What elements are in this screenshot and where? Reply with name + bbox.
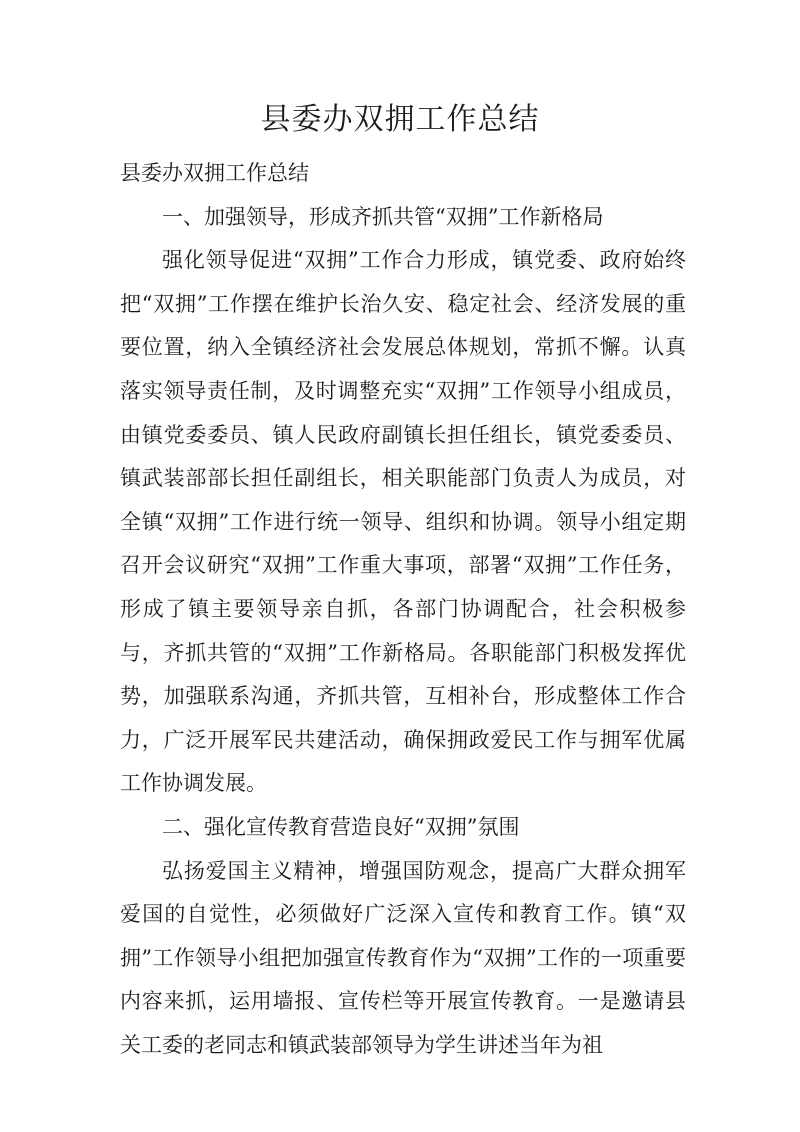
document-title: 县委办双拥工作总结: [260, 102, 540, 137]
paragraph-2: 弘扬爱国主义精神，增强国防观念，提高广大群众拥军爱国的自觉性，必须做好广泛深入宣传和教育工作。镇“双拥”工作领导小组把加强宣传教育作为“双拥”工作的一项重要内容来抓，运用墙报、宣传栏等开展宣传教育。一是邀请县关工委的老同志和镇武装部领导为学生讲述当年为祖: [120, 858, 686, 1057]
section-heading-2: 二、强化宣传教育营造良好“双拥”氛围: [162, 814, 520, 839]
paragraph-1: 强化领导促进“双拥”工作合力形成，镇党委、政府始终把“双拥”工作摆在维护长治久安、稳定社会、经济发展的重要位置，纳入全镇经济社会发展总体规划，常抓不懈。认真落实领导责任制，及时调整充实“双拥”工作领导小组成员，由镇党委委员、镇人民政府副镇长担任组长，镇党委委员、镇武装部部长担任副组长，相关职能部门负责人为成员，对全镇“双拥”工作进行统一领导、组织和协调。领导小组定期召开会议研究“双拥”工作重大事项，部署“双拥”工作任务，形成了镇主要领导亲自抓，各部门协调配合，社会积极参与，齐抓共管的“双拥”工作新格局。各职能部门积极发挥优势，加强联系沟通，齐抓共管，互相补台，形成整体工作合力，广泛开展军民共建活动，确保拥政爱民工作与拥军优属工作协调发展。: [120, 248, 686, 796]
document-body: [120, 152, 686, 1067]
document-subtitle: 县委办双拥工作总结: [120, 161, 309, 185]
section-heading-1: 一、加强领导，形成齐抓共管“双拥”工作新格局: [162, 204, 604, 229]
